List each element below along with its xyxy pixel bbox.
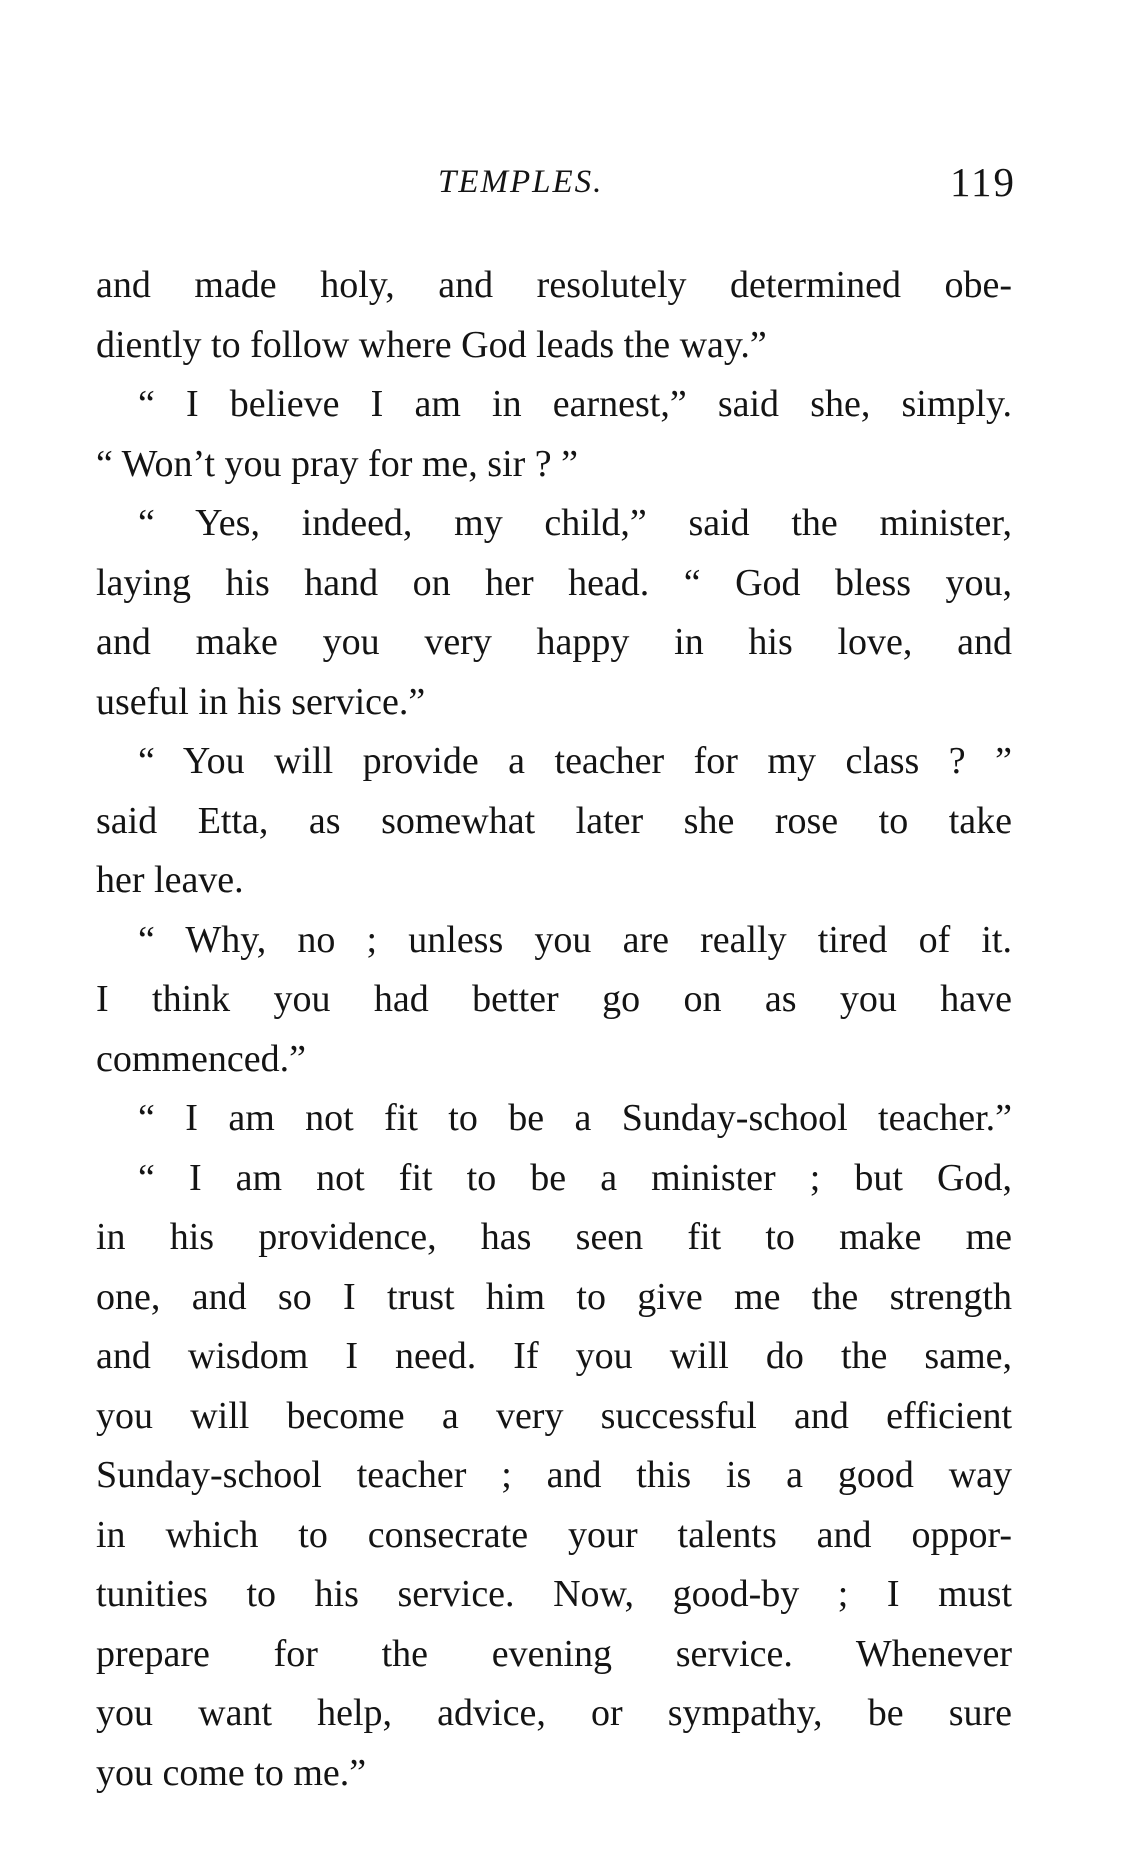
text-line: I think you had better go on as you have [96, 978, 1012, 1020]
text-line: “ Won’t you pray for me, sir ? ” [96, 442, 579, 485]
text-line: prepare for the evening service. Whenever [96, 1632, 1012, 1675]
text-line: one, and so I trust him to give me the strength [96, 1275, 1012, 1318]
running-title: TEMPLES. [438, 164, 604, 200]
text-line: “ I believe I am in earnest,” said she, simply. [138, 383, 1012, 425]
text-line: and wisdom I need. If you will do the same, [96, 1335, 1012, 1377]
text-line: you want help, advice, or sympathy, be sure [96, 1692, 1012, 1734]
text-line: commenced.” [96, 1037, 306, 1080]
text-line: and make you very happy in his love, and [96, 621, 1012, 663]
text-line: diently to follow where God leads the way.” [96, 323, 767, 366]
text-line: you come to me.” [96, 1751, 367, 1794]
body-text [96, 256, 1012, 1803]
text-line: “ I am not fit to be a Sunday-school teacher.” [138, 1097, 1012, 1139]
page-number: 119 [950, 159, 1016, 205]
text-line: tunities to his service. Now, good-by ; I must [96, 1573, 1012, 1615]
text-line: laying his hand on her head. “ God bless you, [96, 561, 1012, 604]
text-line: and made holy, and resolutely determined obe- [96, 264, 1012, 306]
text-line: “ Yes, indeed, my child,” said the minister, [138, 502, 1012, 544]
running-head [96, 160, 1016, 204]
text-line: said Etta, as somewhat later she rose to take [96, 799, 1012, 842]
text-line: useful in his service.” [96, 680, 426, 723]
text-line: “ Why, no ; unless you are really tired of it. [138, 918, 1012, 961]
text-line: in which to consecrate your talents and oppor- [96, 1513, 1012, 1556]
text-line: “ I am not fit to be a minister ; but God, [138, 1156, 1012, 1199]
text-line: “ You will provide a teacher for my class ? ” [138, 740, 1012, 782]
text-line: her leave. [96, 859, 244, 901]
text-line: you will become a very successful and efficient [96, 1394, 1012, 1437]
text-line: Sunday-school teacher ; and this is a good way [96, 1454, 1012, 1496]
text-line: in his providence, has seen fit to make me [96, 1216, 1012, 1258]
